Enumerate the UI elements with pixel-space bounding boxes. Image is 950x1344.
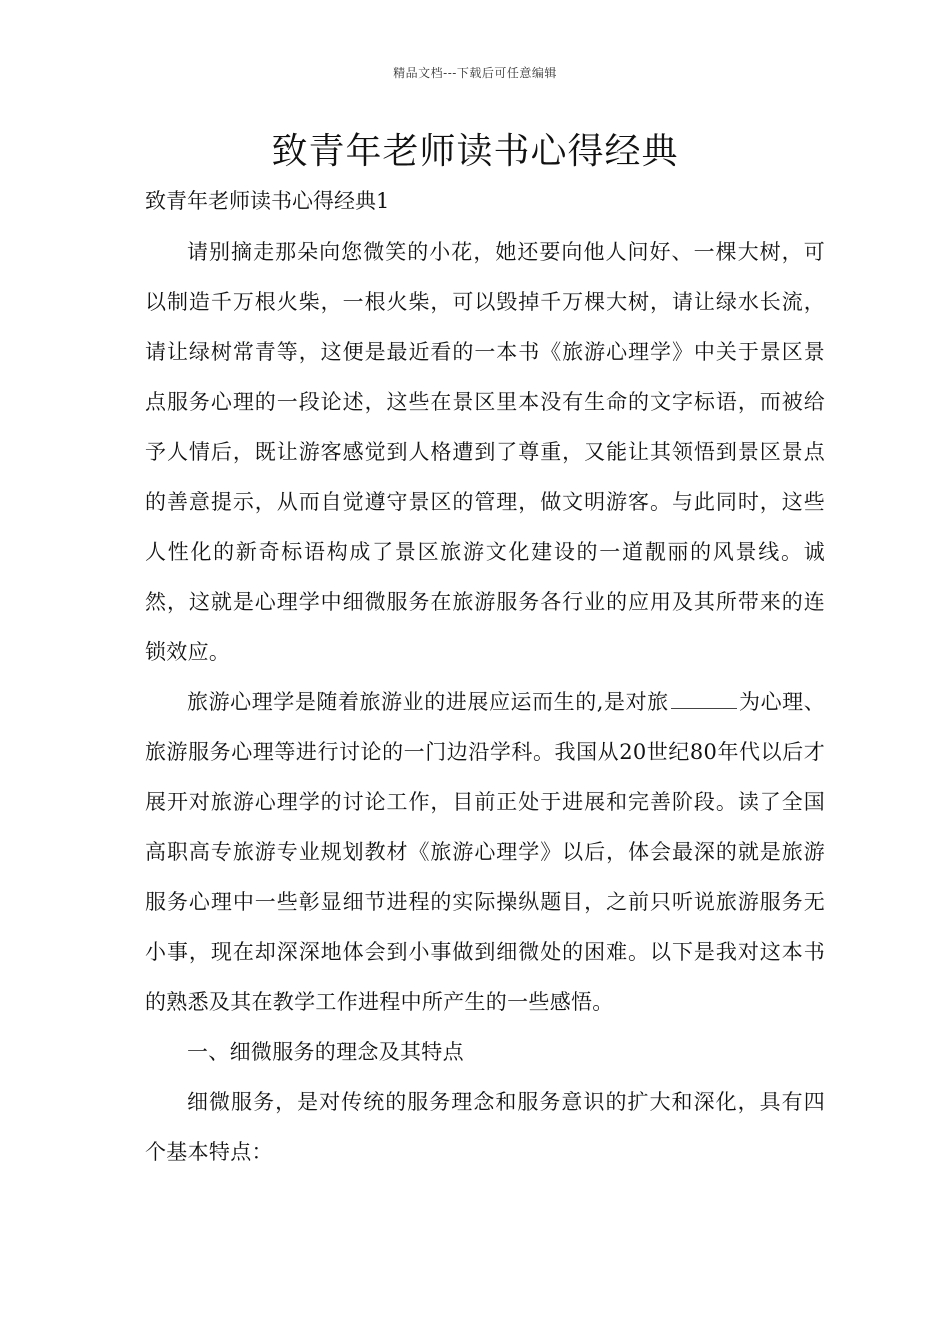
header-note: 精品文档---下载后可任意编辑 [393,66,557,80]
paragraph-2-part-2: 为心理、旅游服务心理等进行讨论的一门边沿学科。我国从20世纪80年代以后才展开对旅游心理学的讨论工作，目前正处于进展和完善阶段。读了全国高职高专旅游专业规划教材《旅游心理学》以后，体会最深的就是旅游服务心理中一些彰显细节进程的实际操纵题目，之前只听说旅游服务无小事，现在却深深地体会到小事做到细微处的困难。以下是我对这本书的熟悉及其在教学工作进程中所产生的一些感悟。 [145,690,826,1014]
document-body [145,227,825,1177]
paragraph-2 [145,677,825,1027]
paragraph-1: 请别摘走那朵向您微笑的小花，她还要向他人问好、一棵大树，可以制造千万根火柴，一根火柴，可以毁掉千万棵大树，请让绿水长流，请让绿树常青等，这便是最近看的一本书《旅游心理学》中关于景区景点服务心理的一段论述，这些在景区里本没有生命的文字标语，而被给予人情后，既让游客感觉到人格遭到了尊重，又能让其领悟到景区景点的善意提示，从而自觉遵守景区的管理，做文明游客。与此同时，这些人性化的新奇标语构成了景区旅游文化建设的一道靓丽的风景线。诚然，这就是心理学中细微服务在旅游服务各行业的应用及其所带来的连锁效应。 [145,240,825,664]
fill-blank [671,687,737,709]
section-heading: 一、细微服务的理念及其特点 [187,1040,464,1064]
document-title: 致青年老师读书心得经典 [271,131,679,172]
paragraph-2-part-1: 旅游心理学是随着旅游业的进展应运而生的,是对旅 [187,690,669,714]
document-subtitle: 致青年老师读书心得经典1 [145,189,390,213]
paragraph-3: 细微服务，是对传统的服务理念和服务意识的扩大和深化，具有四个基本特点： [145,1090,825,1164]
